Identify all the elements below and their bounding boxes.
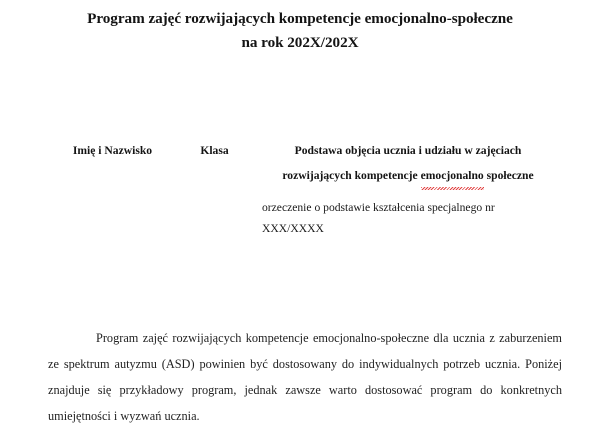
page-title-line-2: na rok 202X/202X	[241, 34, 359, 51]
intro-paragraph: Program zajęć rozwijających kompetencje emocjonalno-społeczne dla ucznia z zaburzeniem ze spektrum autyzmu (ASD) powinien być dostosowany do indywidualnych potrzeb ucznia. Poniżej znajduje się przykładowy program, jednak zawsze warto dostosować program do konkretnych umiejętności i wyzwań ucznia.	[48, 331, 562, 423]
table-cell-basis[interactable]	[252, 191, 562, 248]
table-header-basis-line-2-suffix: społeczne	[483, 169, 534, 182]
table-header-basis-line-1: Podstawa objęcia ucznia i udziału w zajęciach	[294, 144, 522, 157]
table-row	[48, 191, 562, 248]
program-table-container	[48, 136, 562, 248]
program-table	[48, 136, 562, 248]
page-title	[0, 0, 600, 55]
table-cell-name[interactable]	[48, 191, 177, 248]
page-title-line-1: Program zajęć rozwijających kompetencje emocjonalno-społeczne	[87, 10, 513, 27]
table-cell-basis-line-2: XXX/XXXX	[262, 222, 324, 235]
table-header-row	[48, 136, 562, 191]
table-cell-basis-line-1: orzeczenie o podstawie kształcenia specjalnego nr	[262, 201, 495, 214]
spellcheck-underlined-word: emocjonalno	[421, 163, 484, 188]
table-header-name: Imię i Nazwisko	[72, 144, 153, 157]
table-header-basis	[252, 136, 562, 191]
table-cell-class[interactable]	[177, 191, 252, 248]
table-header-basis-line-2-prefix: rozwijających kompetencje	[282, 169, 421, 182]
table-header-class: Klasa	[200, 144, 229, 157]
